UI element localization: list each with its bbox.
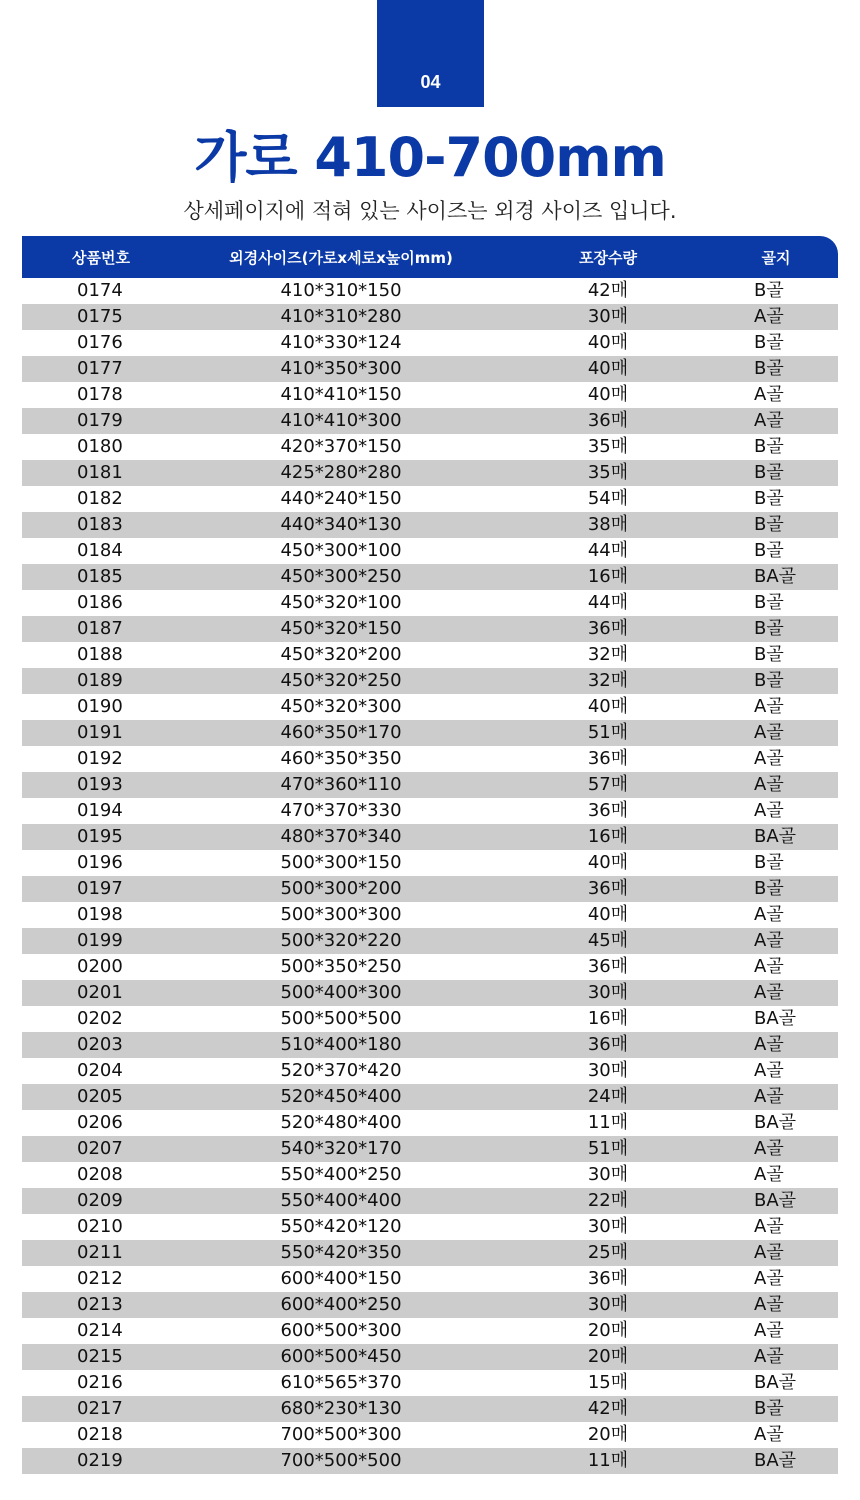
cell-flute-type: A골 xyxy=(754,956,784,977)
cell-product-number: 0203 xyxy=(77,1034,123,1055)
cell-flute-type: A골 xyxy=(754,1060,784,1081)
cell-product-number: 0189 xyxy=(77,670,123,691)
cell-outer-size: 480*370*340 xyxy=(280,826,402,847)
table-row xyxy=(22,694,838,720)
cell-pack-quantity: 36매 xyxy=(587,800,629,821)
table-row xyxy=(22,1448,838,1474)
cell-product-number: 0218 xyxy=(77,1424,123,1445)
cell-flute-type: A골 xyxy=(754,384,784,405)
cell-pack-quantity: 40매 xyxy=(587,696,629,717)
table-row xyxy=(22,356,838,382)
cell-flute-type: BA골 xyxy=(754,1450,797,1471)
cell-flute-type: A골 xyxy=(754,1034,784,1055)
table-row xyxy=(22,382,838,408)
table-row xyxy=(22,460,838,486)
cell-flute-type: A골 xyxy=(754,1320,784,1341)
page-subtitle: 상세페이지에 적혀 있는 사이즈는 외경 사이즈 입니다. xyxy=(183,199,677,223)
cell-outer-size: 410*310*150 xyxy=(280,280,402,301)
cell-flute-type: B골 xyxy=(754,514,784,535)
table-row xyxy=(22,668,838,694)
cell-product-number: 0207 xyxy=(77,1138,123,1159)
cell-flute-type: A골 xyxy=(754,1346,784,1367)
cell-flute-type: B골 xyxy=(754,592,784,613)
table-row xyxy=(22,1162,838,1188)
cell-outer-size: 700*500*500 xyxy=(280,1450,402,1471)
cell-flute-type: B골 xyxy=(754,462,784,483)
table-row xyxy=(22,642,838,668)
table-row xyxy=(22,824,838,850)
cell-product-number: 0216 xyxy=(77,1372,123,1393)
page-title: 가로 410-700mm xyxy=(194,126,666,189)
cell-flute-type: B골 xyxy=(754,878,784,899)
cell-outer-size: 700*500*300 xyxy=(280,1424,402,1445)
cell-product-number: 0198 xyxy=(77,904,123,925)
section-number-badge: 04 xyxy=(377,0,484,107)
cell-flute-type: A골 xyxy=(754,800,784,821)
cell-flute-type: A골 xyxy=(754,1216,784,1237)
cell-product-number: 0195 xyxy=(77,826,123,847)
cell-pack-quantity: 20매 xyxy=(587,1424,629,1445)
table-row xyxy=(22,1006,838,1032)
cell-pack-quantity: 11매 xyxy=(587,1112,629,1133)
cell-outer-size: 500*300*300 xyxy=(280,904,402,925)
cell-outer-size: 425*280*280 xyxy=(280,462,402,483)
cell-product-number: 0212 xyxy=(77,1268,123,1289)
table-row xyxy=(22,772,838,798)
cell-product-number: 0211 xyxy=(77,1242,123,1263)
table-row xyxy=(22,434,838,460)
table-row xyxy=(22,980,838,1006)
cell-outer-size: 520*450*400 xyxy=(280,1086,402,1107)
cell-outer-size: 500*300*200 xyxy=(280,878,402,899)
cell-outer-size: 500*500*500 xyxy=(280,1008,402,1029)
cell-outer-size: 500*400*300 xyxy=(280,982,402,1003)
cell-pack-quantity: 44매 xyxy=(587,540,629,561)
cell-product-number: 0187 xyxy=(77,618,123,639)
cell-product-number: 0215 xyxy=(77,1346,123,1367)
cell-outer-size: 410*330*124 xyxy=(280,332,402,353)
cell-flute-type: A골 xyxy=(754,930,784,951)
cell-flute-type: B골 xyxy=(754,280,784,301)
cell-outer-size: 680*230*130 xyxy=(280,1398,402,1419)
cell-pack-quantity: 22매 xyxy=(587,1190,629,1211)
cell-flute-type: BA골 xyxy=(754,566,797,587)
cell-pack-quantity: 36매 xyxy=(587,878,629,899)
cell-outer-size: 600*500*300 xyxy=(280,1320,402,1341)
cell-pack-quantity: 36매 xyxy=(587,956,629,977)
table-row xyxy=(22,1240,838,1266)
cell-pack-quantity: 57매 xyxy=(587,774,629,795)
cell-product-number: 0186 xyxy=(77,592,123,613)
cell-pack-quantity: 30매 xyxy=(587,1164,629,1185)
cell-product-number: 0201 xyxy=(77,982,123,1003)
cell-product-number: 0192 xyxy=(77,748,123,769)
cell-product-number: 0188 xyxy=(77,644,123,665)
cell-outer-size: 520*480*400 xyxy=(280,1112,402,1133)
table-row xyxy=(22,1136,838,1162)
cell-flute-type: A골 xyxy=(754,1086,784,1107)
cell-pack-quantity: 42매 xyxy=(587,280,629,301)
cell-pack-quantity: 24매 xyxy=(587,1086,629,1107)
cell-flute-type: B골 xyxy=(754,358,784,379)
cell-outer-size: 450*300*250 xyxy=(280,566,402,587)
cell-flute-type: A골 xyxy=(754,748,784,769)
table-row xyxy=(22,1058,838,1084)
cell-flute-type: A골 xyxy=(754,1242,784,1263)
cell-outer-size: 420*370*150 xyxy=(280,436,402,457)
cell-flute-type: A골 xyxy=(754,1138,784,1159)
cell-product-number: 0206 xyxy=(77,1112,123,1133)
cell-outer-size: 410*350*300 xyxy=(280,358,402,379)
cell-pack-quantity: 16매 xyxy=(587,566,629,587)
table-header xyxy=(22,236,838,278)
cell-product-number: 0179 xyxy=(77,410,123,431)
cell-product-number: 0174 xyxy=(77,280,123,301)
cell-product-number: 0219 xyxy=(77,1450,123,1471)
cell-product-number: 0210 xyxy=(77,1216,123,1237)
table-row xyxy=(22,746,838,772)
cell-product-number: 0217 xyxy=(77,1398,123,1419)
cell-product-number: 0205 xyxy=(77,1086,123,1107)
table-row xyxy=(22,408,838,434)
cell-outer-size: 600*400*150 xyxy=(280,1268,402,1289)
table-row xyxy=(22,1318,838,1344)
cell-pack-quantity: 30매 xyxy=(587,982,629,1003)
cell-pack-quantity: 40매 xyxy=(587,332,629,353)
cell-pack-quantity: 20매 xyxy=(587,1346,629,1367)
cell-flute-type: A골 xyxy=(754,410,784,431)
cell-outer-size: 500*350*250 xyxy=(280,956,402,977)
cell-flute-type: A골 xyxy=(754,696,784,717)
cell-product-number: 0208 xyxy=(77,1164,123,1185)
table-row xyxy=(22,1188,838,1214)
cell-outer-size: 600*400*250 xyxy=(280,1294,402,1315)
cell-outer-size: 550*420*120 xyxy=(280,1216,402,1237)
cell-flute-type: B골 xyxy=(754,618,784,639)
cell-pack-quantity: 30매 xyxy=(587,306,629,327)
cell-outer-size: 450*320*250 xyxy=(280,670,402,691)
cell-flute-type: A골 xyxy=(754,774,784,795)
cell-product-number: 0213 xyxy=(77,1294,123,1315)
table-body xyxy=(22,278,838,1474)
cell-outer-size: 410*310*280 xyxy=(280,306,402,327)
cell-pack-quantity: 40매 xyxy=(587,904,629,925)
cell-outer-size: 550*400*400 xyxy=(280,1190,402,1211)
cell-pack-quantity: 36매 xyxy=(587,410,629,431)
cell-pack-quantity: 38매 xyxy=(587,514,629,535)
cell-pack-quantity: 45매 xyxy=(587,930,629,951)
table-row xyxy=(22,1084,838,1110)
cell-outer-size: 450*300*100 xyxy=(280,540,402,561)
cell-flute-type: A골 xyxy=(754,904,784,925)
cell-flute-type: B골 xyxy=(754,1398,784,1419)
header-product-number: 상품번호 xyxy=(72,248,130,267)
table-row xyxy=(22,590,838,616)
cell-outer-size: 440*340*130 xyxy=(280,514,402,535)
cell-product-number: 0185 xyxy=(77,566,123,587)
table-row xyxy=(22,954,838,980)
table-row xyxy=(22,876,838,902)
cell-product-number: 0190 xyxy=(77,696,123,717)
cell-pack-quantity: 40매 xyxy=(587,852,629,873)
cell-outer-size: 520*370*420 xyxy=(280,1060,402,1081)
cell-pack-quantity: 36매 xyxy=(587,1034,629,1055)
cell-flute-type: B골 xyxy=(754,488,784,509)
table-row xyxy=(22,1292,838,1318)
cell-outer-size: 470*360*110 xyxy=(280,774,402,795)
cell-product-number: 0209 xyxy=(77,1190,123,1211)
cell-pack-quantity: 16매 xyxy=(587,826,629,847)
header-pack-quantity: 포장수량 xyxy=(579,248,637,267)
cell-product-number: 0180 xyxy=(77,436,123,457)
cell-product-number: 0184 xyxy=(77,540,123,561)
cell-flute-type: B골 xyxy=(754,644,784,665)
cell-flute-type: B골 xyxy=(754,332,784,353)
cell-outer-size: 550*420*350 xyxy=(280,1242,402,1263)
cell-pack-quantity: 16매 xyxy=(587,1008,629,1029)
cell-pack-quantity: 32매 xyxy=(587,644,629,665)
cell-flute-type: A골 xyxy=(754,722,784,743)
cell-pack-quantity: 20매 xyxy=(587,1320,629,1341)
table-row xyxy=(22,928,838,954)
cell-pack-quantity: 54매 xyxy=(587,488,629,509)
cell-product-number: 0196 xyxy=(77,852,123,873)
cell-pack-quantity: 51매 xyxy=(587,722,629,743)
cell-outer-size: 510*400*180 xyxy=(280,1034,402,1055)
table-row xyxy=(22,1344,838,1370)
cell-flute-type: A골 xyxy=(754,982,784,1003)
cell-pack-quantity: 44매 xyxy=(587,592,629,613)
cell-outer-size: 450*320*100 xyxy=(280,592,402,613)
cell-outer-size: 460*350*170 xyxy=(280,722,402,743)
cell-flute-type: B골 xyxy=(754,436,784,457)
table-row xyxy=(22,564,838,590)
cell-outer-size: 610*565*370 xyxy=(280,1372,402,1393)
cell-outer-size: 500*320*220 xyxy=(280,930,402,951)
table-row xyxy=(22,798,838,824)
cell-pack-quantity: 36매 xyxy=(587,748,629,769)
cell-product-number: 0176 xyxy=(77,332,123,353)
cell-product-number: 0191 xyxy=(77,722,123,743)
cell-flute-type: B골 xyxy=(754,670,784,691)
table-row xyxy=(22,304,838,330)
cell-flute-type: BA골 xyxy=(754,1372,797,1393)
table-row xyxy=(22,1110,838,1136)
cell-pack-quantity: 42매 xyxy=(587,1398,629,1419)
table-row xyxy=(22,616,838,642)
cell-product-number: 0202 xyxy=(77,1008,123,1029)
cell-pack-quantity: 11매 xyxy=(587,1450,629,1471)
cell-pack-quantity: 40매 xyxy=(587,358,629,379)
cell-flute-type: A골 xyxy=(754,306,784,327)
cell-outer-size: 540*320*170 xyxy=(280,1138,402,1159)
table-row xyxy=(22,1370,838,1396)
table-row xyxy=(22,720,838,746)
table-row xyxy=(22,538,838,564)
cell-product-number: 0200 xyxy=(77,956,123,977)
cell-product-number: 0178 xyxy=(77,384,123,405)
cell-outer-size: 600*500*450 xyxy=(280,1346,402,1367)
table-row xyxy=(22,512,838,538)
cell-outer-size: 410*410*150 xyxy=(280,384,402,405)
table-row xyxy=(22,1214,838,1240)
cell-product-number: 0199 xyxy=(77,930,123,951)
cell-flute-type: BA골 xyxy=(754,826,797,847)
cell-flute-type: A골 xyxy=(754,1268,784,1289)
cell-flute-type: BA골 xyxy=(754,1190,797,1211)
table-row xyxy=(22,1422,838,1448)
cell-outer-size: 410*410*300 xyxy=(280,410,402,431)
cell-flute-type: A골 xyxy=(754,1164,784,1185)
cell-product-number: 0183 xyxy=(77,514,123,535)
cell-flute-type: BA골 xyxy=(754,1112,797,1133)
cell-product-number: 0204 xyxy=(77,1060,123,1081)
cell-pack-quantity: 36매 xyxy=(587,618,629,639)
cell-outer-size: 550*400*250 xyxy=(280,1164,402,1185)
cell-pack-quantity: 51매 xyxy=(587,1138,629,1159)
table-row xyxy=(22,1266,838,1292)
cell-pack-quantity: 36매 xyxy=(587,1268,629,1289)
cell-product-number: 0182 xyxy=(77,488,123,509)
cell-pack-quantity: 30매 xyxy=(587,1060,629,1081)
cell-outer-size: 440*240*150 xyxy=(280,488,402,509)
cell-pack-quantity: 30매 xyxy=(587,1294,629,1315)
cell-outer-size: 450*320*150 xyxy=(280,618,402,639)
size-table xyxy=(22,236,838,1474)
cell-outer-size: 500*300*150 xyxy=(280,852,402,873)
table-row xyxy=(22,330,838,356)
table-row xyxy=(22,1032,838,1058)
cell-flute-type: A골 xyxy=(754,1424,784,1445)
table-row xyxy=(22,850,838,876)
cell-outer-size: 450*320*300 xyxy=(280,696,402,717)
cell-product-number: 0181 xyxy=(77,462,123,483)
cell-pack-quantity: 35매 xyxy=(587,436,629,457)
cell-flute-type: A골 xyxy=(754,1294,784,1315)
cell-pack-quantity: 30매 xyxy=(587,1216,629,1237)
cell-outer-size: 450*320*200 xyxy=(280,644,402,665)
cell-pack-quantity: 15매 xyxy=(587,1372,629,1393)
cell-product-number: 0177 xyxy=(77,358,123,379)
cell-product-number: 0193 xyxy=(77,774,123,795)
cell-outer-size: 460*350*350 xyxy=(280,748,402,769)
table-row xyxy=(22,278,838,304)
cell-pack-quantity: 25매 xyxy=(587,1242,629,1263)
header-outer-size: 외경사이즈(가로x세로x높이mm) xyxy=(229,248,453,267)
table-row xyxy=(22,1396,838,1422)
table-row xyxy=(22,486,838,512)
cell-flute-type: B골 xyxy=(754,852,784,873)
header-flute-type: 골지 xyxy=(761,248,791,267)
cell-product-number: 0214 xyxy=(77,1320,123,1341)
cell-flute-type: BA골 xyxy=(754,1008,797,1029)
cell-flute-type: B골 xyxy=(754,540,784,561)
cell-pack-quantity: 32매 xyxy=(587,670,629,691)
cell-product-number: 0175 xyxy=(77,306,123,327)
cell-product-number: 0197 xyxy=(77,878,123,899)
table-row xyxy=(22,902,838,928)
cell-product-number: 0194 xyxy=(77,800,123,821)
cell-pack-quantity: 40매 xyxy=(587,384,629,405)
cell-pack-quantity: 35매 xyxy=(587,462,629,483)
cell-outer-size: 470*370*330 xyxy=(280,800,402,821)
